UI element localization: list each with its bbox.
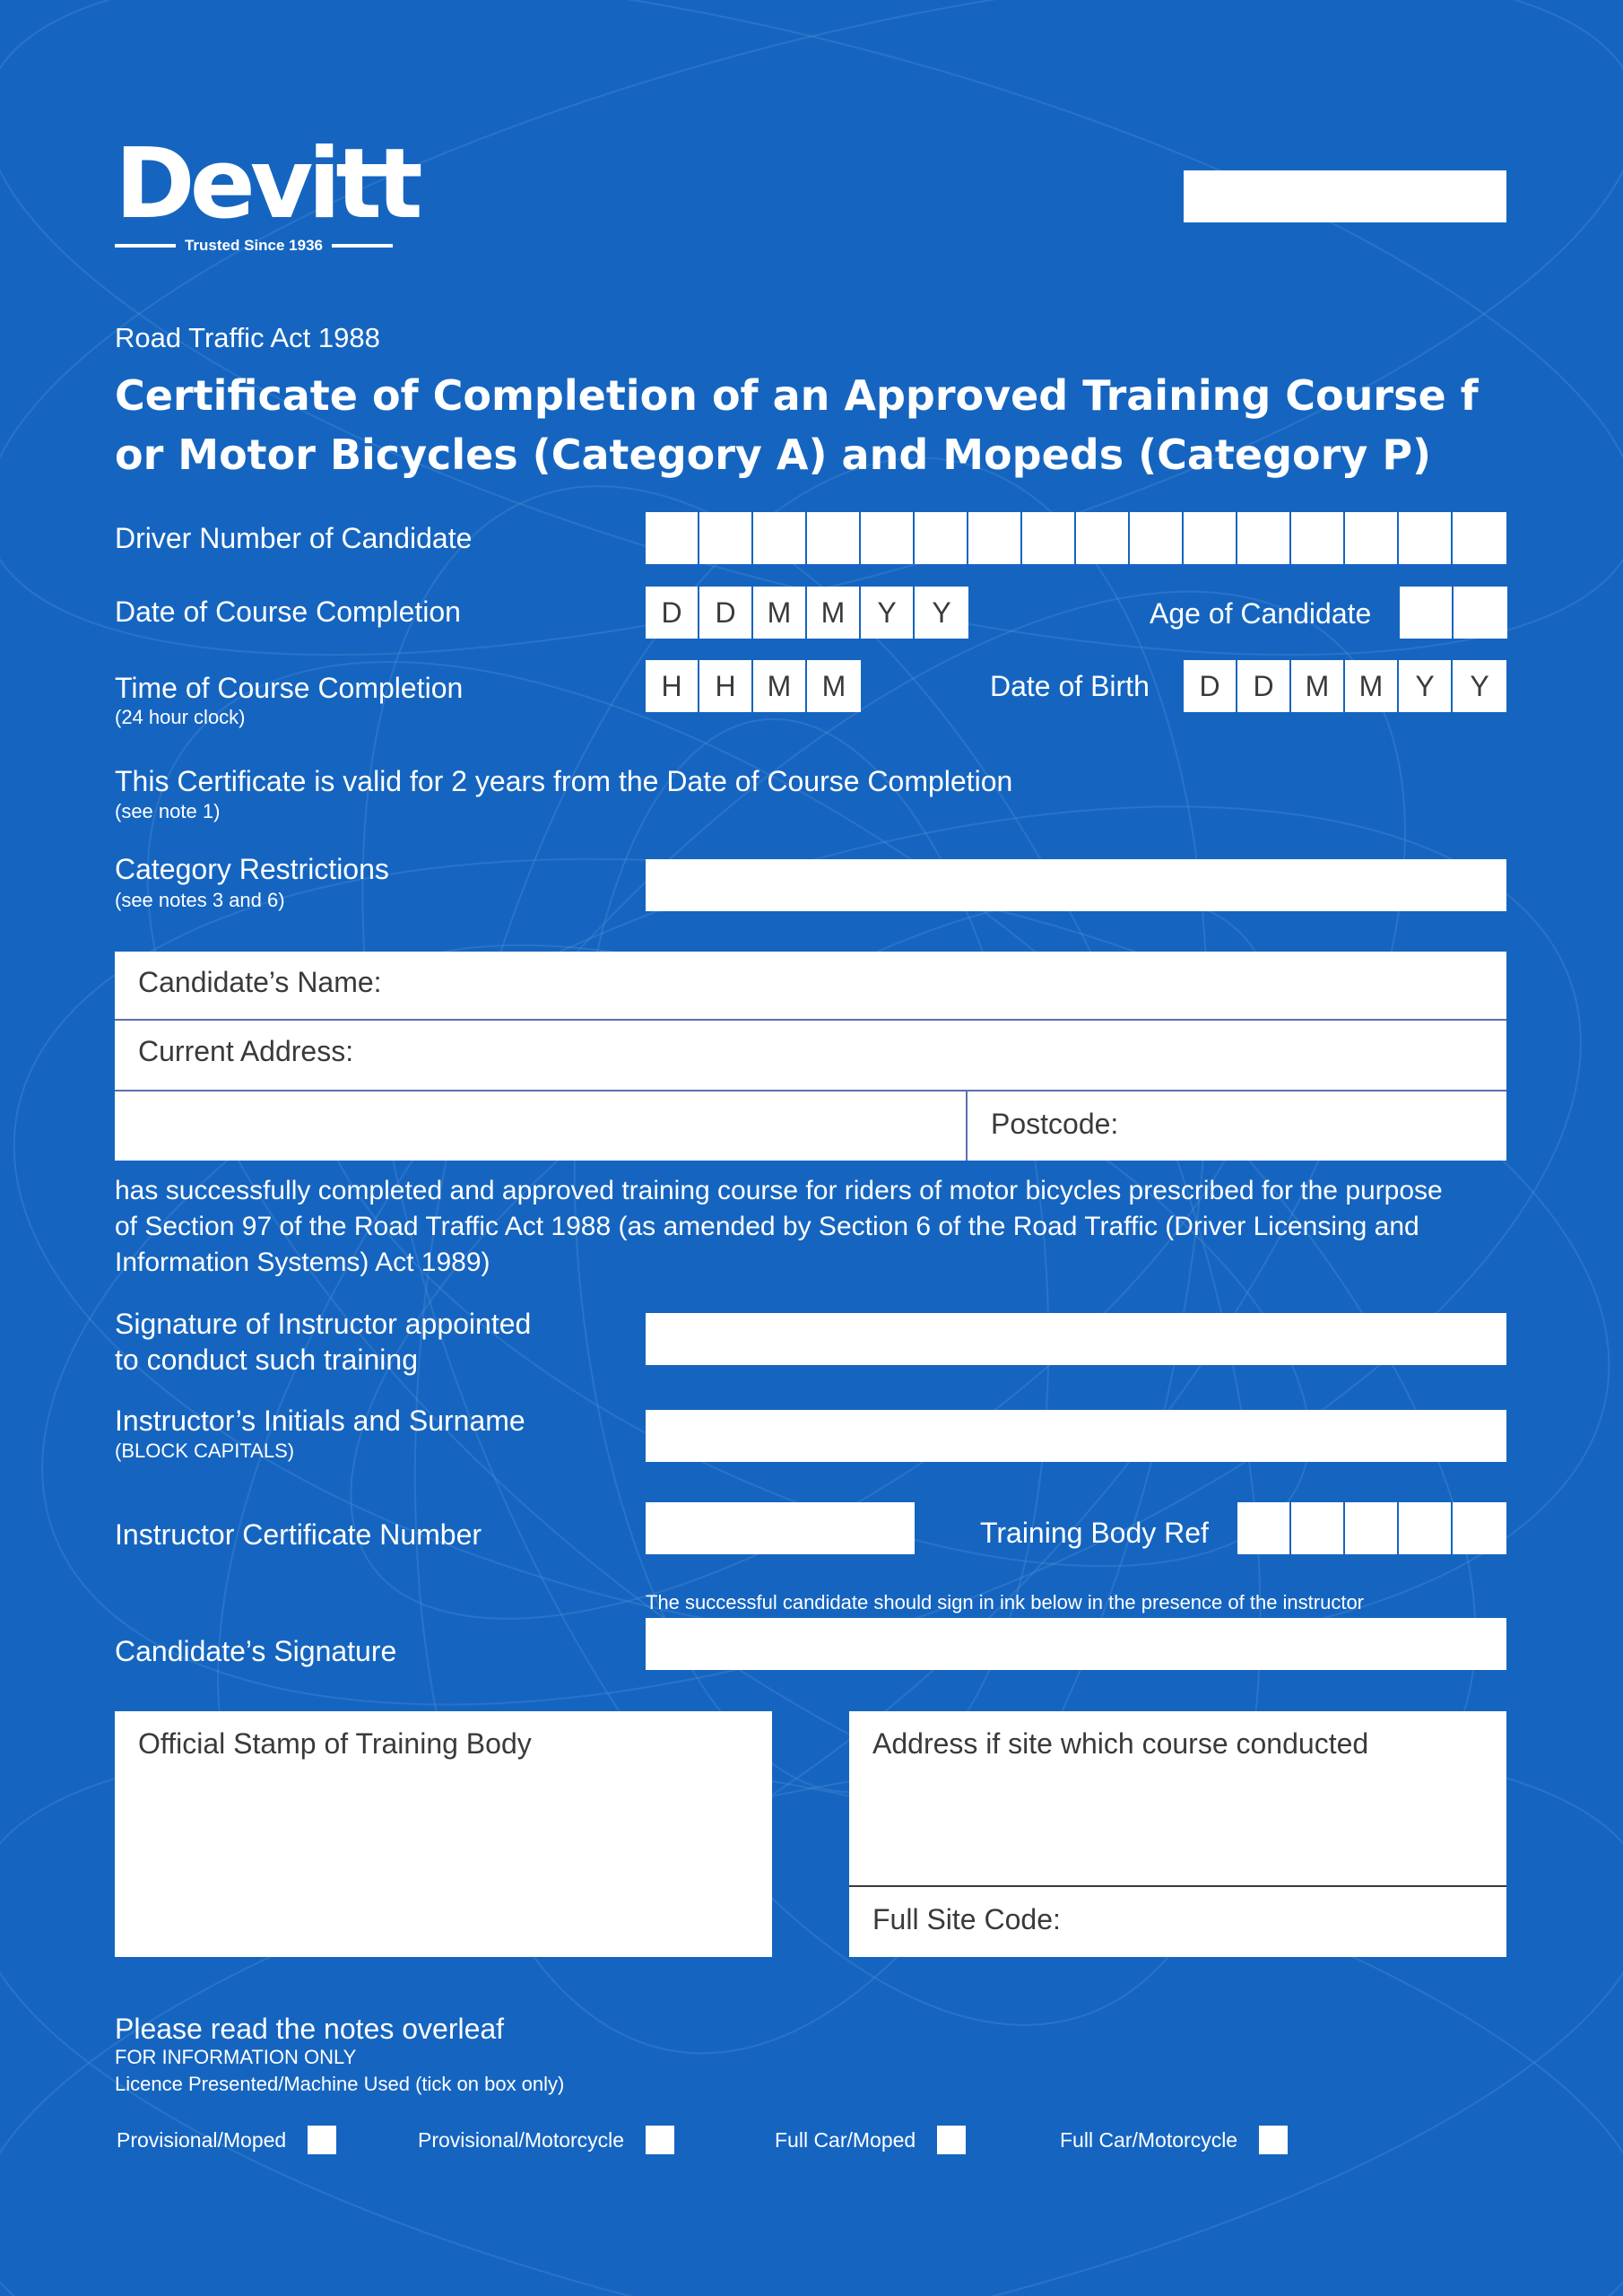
- course-time-label: Time of Course Completion: [115, 672, 464, 704]
- licence-option-full-car-moped[interactable]: [775, 2126, 966, 2154]
- driver-number-cell[interactable]: [968, 512, 1022, 564]
- course-time-note: (24 hour clock): [115, 706, 246, 728]
- driver-number-cell[interactable]: [1291, 512, 1345, 564]
- driver-number-cell[interactable]: [807, 512, 861, 564]
- statement-line: has successfully completed and approved training course for riders of motor bicycles prescribed for the purpose: [115, 1176, 1443, 1205]
- training-body-ref-cells[interactable]: [1237, 1502, 1506, 1554]
- licence-option-provisional-moped[interactable]: [117, 2126, 336, 2154]
- postcode-field[interactable]: [968, 1091, 1506, 1161]
- site-address-panel: [849, 1711, 1506, 1957]
- site-address-label: Address if site which course conducted: [872, 1727, 1369, 1760]
- validity-text: This Certificate is valid for 2 years from the Date of Course Completion: [115, 765, 1013, 797]
- driver-number-cell[interactable]: [915, 512, 968, 564]
- read-notes-text: Please read the notes overleaf: [115, 2013, 505, 2045]
- training-body-ref-cell[interactable]: [1345, 1502, 1399, 1554]
- dob-cells[interactable]: [1184, 660, 1506, 712]
- dob-cell[interactable]: M: [1345, 660, 1399, 712]
- site-address-field[interactable]: [849, 1711, 1506, 1887]
- category-label: Category Restrictions: [115, 853, 389, 885]
- course-date-cell[interactable]: Y: [932, 596, 951, 629]
- postcode-label: Postcode:: [991, 1108, 1119, 1140]
- driver-number-cell[interactable]: [1130, 512, 1184, 564]
- driver-number-cell[interactable]: [1237, 512, 1291, 564]
- age-cells[interactable]: [1400, 587, 1507, 639]
- driver-number-label: Driver Number of Candidate: [115, 522, 473, 554]
- statement-line: Information Systems) Act 1989): [115, 1248, 490, 1277]
- dob-cell[interactable]: M: [1291, 660, 1345, 712]
- training-body-ref-cell[interactable]: [1237, 1502, 1291, 1554]
- instructor-cert-input[interactable]: [646, 1502, 915, 1554]
- course-date-cell[interactable]: M: [753, 587, 807, 639]
- completion-statement: [115, 1173, 1532, 1281]
- certificate-title-line-2: or Motor Bicycles (Category A) and Mopeds (Category P): [115, 430, 1432, 479]
- instructor-name-note: (BLOCK CAPITALS): [115, 1439, 295, 1462]
- official-stamp-label: Official Stamp of Training Body: [138, 1727, 532, 1760]
- instructor-signature-input[interactable]: [646, 1313, 1506, 1365]
- training-body-ref-cell[interactable]: [1399, 1502, 1453, 1554]
- age-label: Age of Candidate: [1150, 597, 1372, 630]
- driver-number-cells[interactable]: [646, 512, 1506, 564]
- age-cell[interactable]: [1400, 587, 1454, 639]
- course-date-cell[interactable]: Y: [861, 587, 915, 639]
- logo-rule-left: [115, 244, 176, 248]
- dob-cell[interactable]: Y: [1470, 669, 1489, 702]
- driver-number-cell[interactable]: [861, 512, 915, 564]
- act-reference: Road Traffic Act 1988: [115, 322, 380, 353]
- official-stamp-box[interactable]: [115, 1711, 772, 1957]
- instructor-cert-label: Instructor Certificate Number: [115, 1518, 482, 1551]
- instructor-signature-label-line-1: Signature of Instructor appointed: [115, 1308, 532, 1340]
- full-car-motorcycle-checkbox[interactable]: [1259, 2126, 1288, 2154]
- devitt-logo: [115, 128, 418, 255]
- category-restrictions-input[interactable]: [646, 859, 1506, 911]
- driver-number-cell[interactable]: [699, 512, 753, 564]
- candidate-signature-label: Candidate’s Signature: [115, 1635, 397, 1667]
- site-code-label: Full Site Code:: [872, 1903, 1061, 1935]
- dob-label: Date of Birth: [990, 670, 1150, 702]
- instructor-name-label: Instructor’s Initials and Surname: [115, 1405, 525, 1437]
- statement-line: of Section 97 of the Road Traffic Act 1988 (as amended by Section 6 of the Road Traffic (Driver Licensing and: [115, 1212, 1419, 1241]
- driver-number-cell[interactable]: [1022, 512, 1076, 564]
- course-date-label: Date of Course Completion: [115, 596, 461, 628]
- course-time-cell[interactable]: M: [821, 669, 846, 702]
- driver-number-cell[interactable]: [1345, 512, 1399, 564]
- candidate-signature-note: The successful candidate should sign in ink below in the presence of the instructor: [646, 1591, 1365, 1613]
- logo-wordmark: Devitt: [115, 128, 418, 240]
- certificate-title-line-1: Certificate of Completion of an Approved Training Course f: [115, 371, 1479, 420]
- course-date-cell[interactable]: D: [646, 587, 699, 639]
- driver-number-cell[interactable]: [1184, 512, 1237, 564]
- logo-rule-right: [332, 244, 393, 248]
- licence-option-full-car-motorcycle[interactable]: [1060, 2126, 1288, 2154]
- information-only-text: FOR INFORMATION ONLY: [115, 2046, 357, 2068]
- site-code-field[interactable]: [849, 1887, 1506, 1957]
- course-date-cell[interactable]: M: [807, 587, 861, 639]
- candidate-name-field[interactable]: [115, 952, 1506, 1021]
- candidate-details-panel: [115, 952, 1506, 1161]
- training-body-ref-cell[interactable]: [1453, 1502, 1506, 1554]
- full-car-moped-checkbox[interactable]: [937, 2126, 966, 2154]
- training-body-ref-label: Training Body Ref: [980, 1517, 1209, 1549]
- provisional-moped-checkbox[interactable]: [308, 2126, 336, 2154]
- driver-number-cell[interactable]: [753, 512, 807, 564]
- licence-option-label: Full Car/Motorcycle: [1060, 2127, 1238, 2152]
- licence-option-label: Provisional/Motorcycle: [418, 2127, 625, 2152]
- course-time-cell[interactable]: H: [699, 660, 753, 712]
- course-date-cell[interactable]: D: [699, 587, 753, 639]
- training-body-ref-cell[interactable]: [1291, 1502, 1345, 1554]
- driver-number-cell[interactable]: [646, 512, 699, 564]
- current-address-label: Current Address:: [138, 1035, 354, 1067]
- current-address-field[interactable]: [115, 1021, 1506, 1091]
- logo-tagline: Trusted Since 1936: [184, 237, 324, 254]
- instructor-signature-label-line-2: to conduct such training: [115, 1344, 418, 1376]
- course-time-cells[interactable]: [646, 660, 861, 712]
- licence-option-provisional-motorcycle[interactable]: [418, 2126, 674, 2154]
- age-cell[interactable]: [1454, 587, 1507, 639]
- candidate-signature-input[interactable]: [646, 1618, 1506, 1670]
- course-time-cell[interactable]: H: [646, 660, 699, 712]
- category-note: (see notes 3 and 6): [115, 889, 285, 911]
- address-line-field[interactable]: [115, 1091, 968, 1161]
- course-date-cells[interactable]: [646, 587, 968, 639]
- driver-number-cell[interactable]: [1453, 512, 1506, 564]
- driver-number-cell[interactable]: [1076, 512, 1130, 564]
- instructor-signature-label: [115, 1306, 531, 1378]
- dob-cell[interactable]: D: [1184, 660, 1237, 712]
- licence-option-label: Full Car/Moped: [775, 2127, 916, 2152]
- reference-number-box[interactable]: [1184, 170, 1506, 222]
- licence-option-label: Provisional/Moped: [117, 2127, 287, 2152]
- validity-note: (see note 1): [115, 800, 221, 822]
- driver-number-cell[interactable]: [1399, 512, 1453, 564]
- provisional-motorcycle-checkbox[interactable]: [646, 2126, 674, 2154]
- dob-cell[interactable]: Y: [1399, 660, 1453, 712]
- certificate-title: [115, 366, 1479, 484]
- candidate-name-label: Candidate’s Name:: [138, 966, 382, 998]
- course-time-cell[interactable]: M: [753, 660, 807, 712]
- licence-presented-text: Licence Presented/Machine Used (tick on box only): [115, 2073, 565, 2095]
- instructor-name-input[interactable]: [646, 1410, 1506, 1462]
- dob-cell[interactable]: D: [1237, 660, 1291, 712]
